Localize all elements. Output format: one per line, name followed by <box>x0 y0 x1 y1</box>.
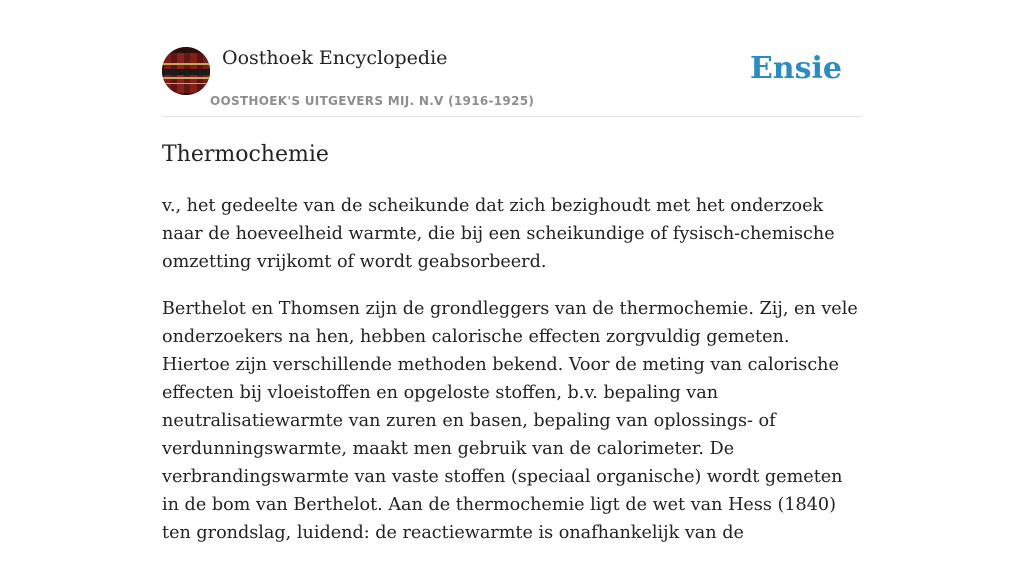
encyclopedia-books-icon[interactable] <box>162 47 210 95</box>
page <box>162 0 862 543</box>
source-header <box>162 0 862 117</box>
entry-title: Thermochemie <box>162 142 329 167</box>
entry-paragraph: v., het gedeelte van de scheikunde dat zich bezighoudt met het onderzoek naar de hoeveelheid warmte, die bij een scheikundige of fysisch-chemische omzetting vrijkomt of wordt geabsorbeerd. <box>162 196 835 272</box>
entry-body <box>162 192 862 566</box>
source-publisher: OOSTHOEK'S UITGEVERS MIJ. N.V (1916-1925) <box>210 94 535 108</box>
ensie-logo-link[interactable]: Ensie <box>749 51 842 86</box>
source-title-link[interactable]: Oosthoek Encyclopedie <box>222 47 448 69</box>
entry-paragraph: Berthelot en Thomsen zijn de grondleggers van de thermochemie. Zij, en vele onderzoekers na hen, hebben calorische effecten zorgvuldig gemeten. Hiertoe zijn verschillende methoden bekend. Voor de meting van calorische effecten bij vloeistoffen en opgeloste stoffen, b.v. bepaling van neutralisatiewarmte van zuren en basen, bepaling van oplossings- of verdunningswarmte, maakt men gebruik van de calorimeter. De verbrandingswarmte van vaste stoffen (speciaal organische) wordt gemeten in de bom van Berthelot. Aan de thermochemie ligt de wet van Hess (1840) ten grondslag, luidend: de reactiewarmte is onafhankelijk van de <box>162 299 858 543</box>
